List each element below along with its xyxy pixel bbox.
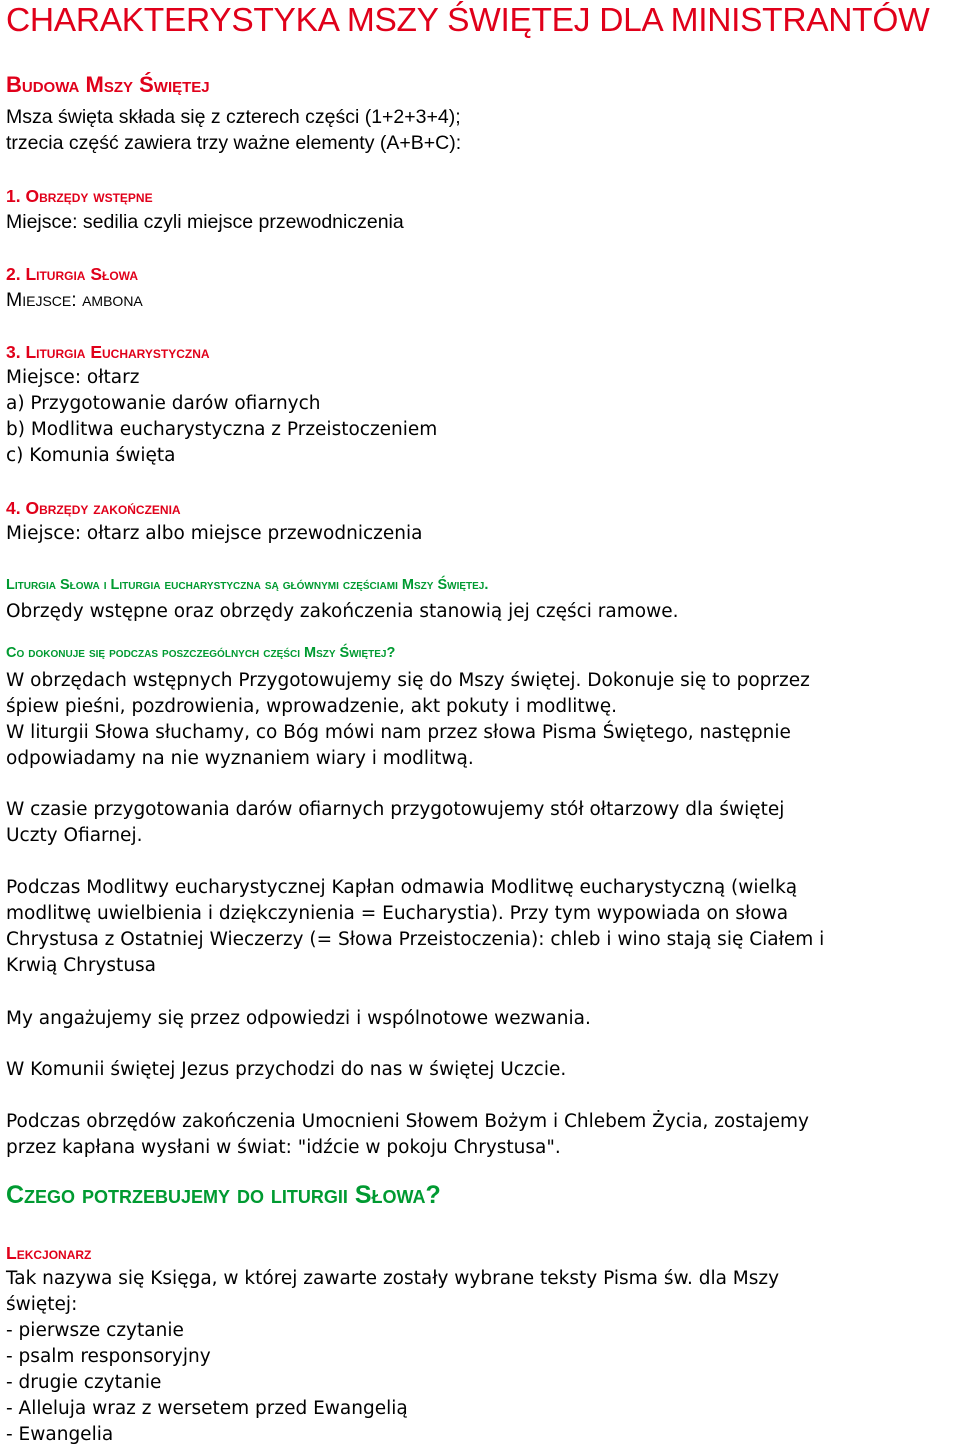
lekcjonarz-list-item: - Alleluja wraz z wersetem przed Ewangelią: [6, 1398, 408, 1419]
lekcjonarz-line: Tak nazywa się Księga, w której zawarte zostały wybrane teksty Pisma św. dla Mszy: [6, 1268, 780, 1289]
paragraph-line: W liturgii Słowa słuchamy, co Bóg mówi nam przez słowa Pisma Świętego, następnie: [6, 722, 791, 743]
question-paragraph: [6, 1006, 960, 1032]
part-3: [6, 341, 437, 469]
part-4: [6, 497, 422, 547]
main-parts-text: [6, 599, 960, 625]
paragraph-line: modlitwę uwielbienia i dziękczynienia = Eucharystia). Przy tym wypowiada on słowa: [6, 903, 789, 924]
lekcjonarz-list-item: - drugie czytanie: [6, 1372, 162, 1393]
part-heading: 1. Obrzędy wstępne: [6, 186, 153, 206]
paragraph-line: przez kapłana wysłani w świat: "idźcie w pokoju Chrystusa".: [6, 1137, 561, 1158]
paragraph-line: W czasie przygotowania darów ofiarnych przygotowujemy stół ołtarzowy dla świętej: [6, 799, 785, 820]
question-paragraph: [6, 797, 960, 849]
lekcjonarz-list-item: - pierwsze czytanie: [6, 1320, 184, 1341]
lekcjonarz-line: świętej:: [6, 1294, 78, 1315]
paragraph-line: Podczas Modlitwy eucharystycznej Kapłan odmawia Modlitwę eucharystyczną (wielką: [6, 877, 798, 898]
part-line: Miejsce: ołtarz: [6, 367, 140, 388]
part-heading: 2. Liturgia Słowa: [6, 264, 139, 284]
question-paragraph: [6, 668, 960, 772]
part-line: Miejsce: sedilia czyli miejsce przewodniczenia: [6, 211, 404, 233]
budowa-line: trzecia część zawiera trzy ważne elementy (A+B+C):: [6, 132, 462, 154]
paragraph-line: Krwią Chrystusa: [6, 955, 157, 976]
part-line: a) Przygotowanie darów ofiarnych: [6, 393, 321, 414]
part-heading: 4. Obrzędy zakończenia: [6, 498, 181, 518]
czego-heading: Czego potrzebujemy do liturgii Słowa?: [6, 1181, 441, 1209]
question-paragraph: [6, 875, 960, 979]
question-paragraph: [6, 1057, 960, 1083]
paragraph-line: odpowiadamy na nie wyznaniem wiary i modlitwą.: [6, 748, 474, 769]
page-title: CHARAKTERYSTYKA MSZY ŚWIĘTEJ DLA MINISTRANTÓW: [6, 2, 930, 39]
lekcjonarz-list-item: - Ewangelia: [6, 1424, 114, 1445]
part-2: [6, 263, 143, 313]
part-line: c) Komunia święta: [6, 445, 176, 466]
part-heading: 3. Liturgia Eucharystyczna: [6, 342, 210, 362]
part-line: b) Modlitwa eucharystyczna z Przeistoczeniem: [6, 419, 438, 440]
budowa-heading: Budowa Mszy Świętej: [6, 72, 210, 97]
paragraph-line: Uczty Ofiarnej.: [6, 825, 143, 846]
question-heading: Co dokonuje się podczas poszczególnych części Mszy Świętej?: [6, 645, 396, 661]
paragraph-line: śpiew pieśni, pozdrowienia, wprowadzenie, akt pokuty i modlitwę.: [6, 696, 618, 717]
budowa-text: [6, 104, 461, 156]
paragraph-line: W obrzędach wstępnych Przygotowujemy się do Mszy świętej. Dokonuje się to poprzez: [6, 670, 810, 691]
lekcjonarz-section: [6, 1242, 960, 1448]
paragraph-line: My angażujemy się przez odpowiedzi i wspólnotowe wezwania.: [6, 1008, 591, 1029]
part-line: Miejsce: ołtarz albo miejsce przewodniczenia: [6, 523, 423, 544]
lekcjonarz-heading: Lekcjonarz: [6, 1243, 92, 1263]
budowa-line: Msza święta składa się z czterech części (1+2+3+4);: [6, 106, 461, 128]
paragraph-line: Chrystusa z Ostatniej Wieczerzy (= Słowa Przeistoczenia): chleb i wino stają się Ciałem i: [6, 929, 825, 950]
main-parts-line: Obrzędy wstępne oraz obrzędy zakończenia stanowią jej części ramowe.: [6, 601, 679, 622]
paragraph-line: Podczas obrzędów zakończenia Umocnieni Słowem Bożym i Chlebem Życia, zostajemy: [6, 1111, 809, 1132]
paragraph-line: W Komunii świętej Jezus przychodzi do nas w świętej Uczcie.: [6, 1059, 567, 1080]
part-line: Miejsce: ambona: [6, 289, 143, 311]
main-parts-heading: Liturgia Słowa i Liturgia eucharystyczna są głównymi częściami Mszy Świętej.: [6, 577, 489, 593]
question-paragraph: [6, 1109, 960, 1161]
lekcjonarz-list-item: - psalm responsoryjny: [6, 1346, 211, 1367]
part-1: [6, 185, 404, 235]
